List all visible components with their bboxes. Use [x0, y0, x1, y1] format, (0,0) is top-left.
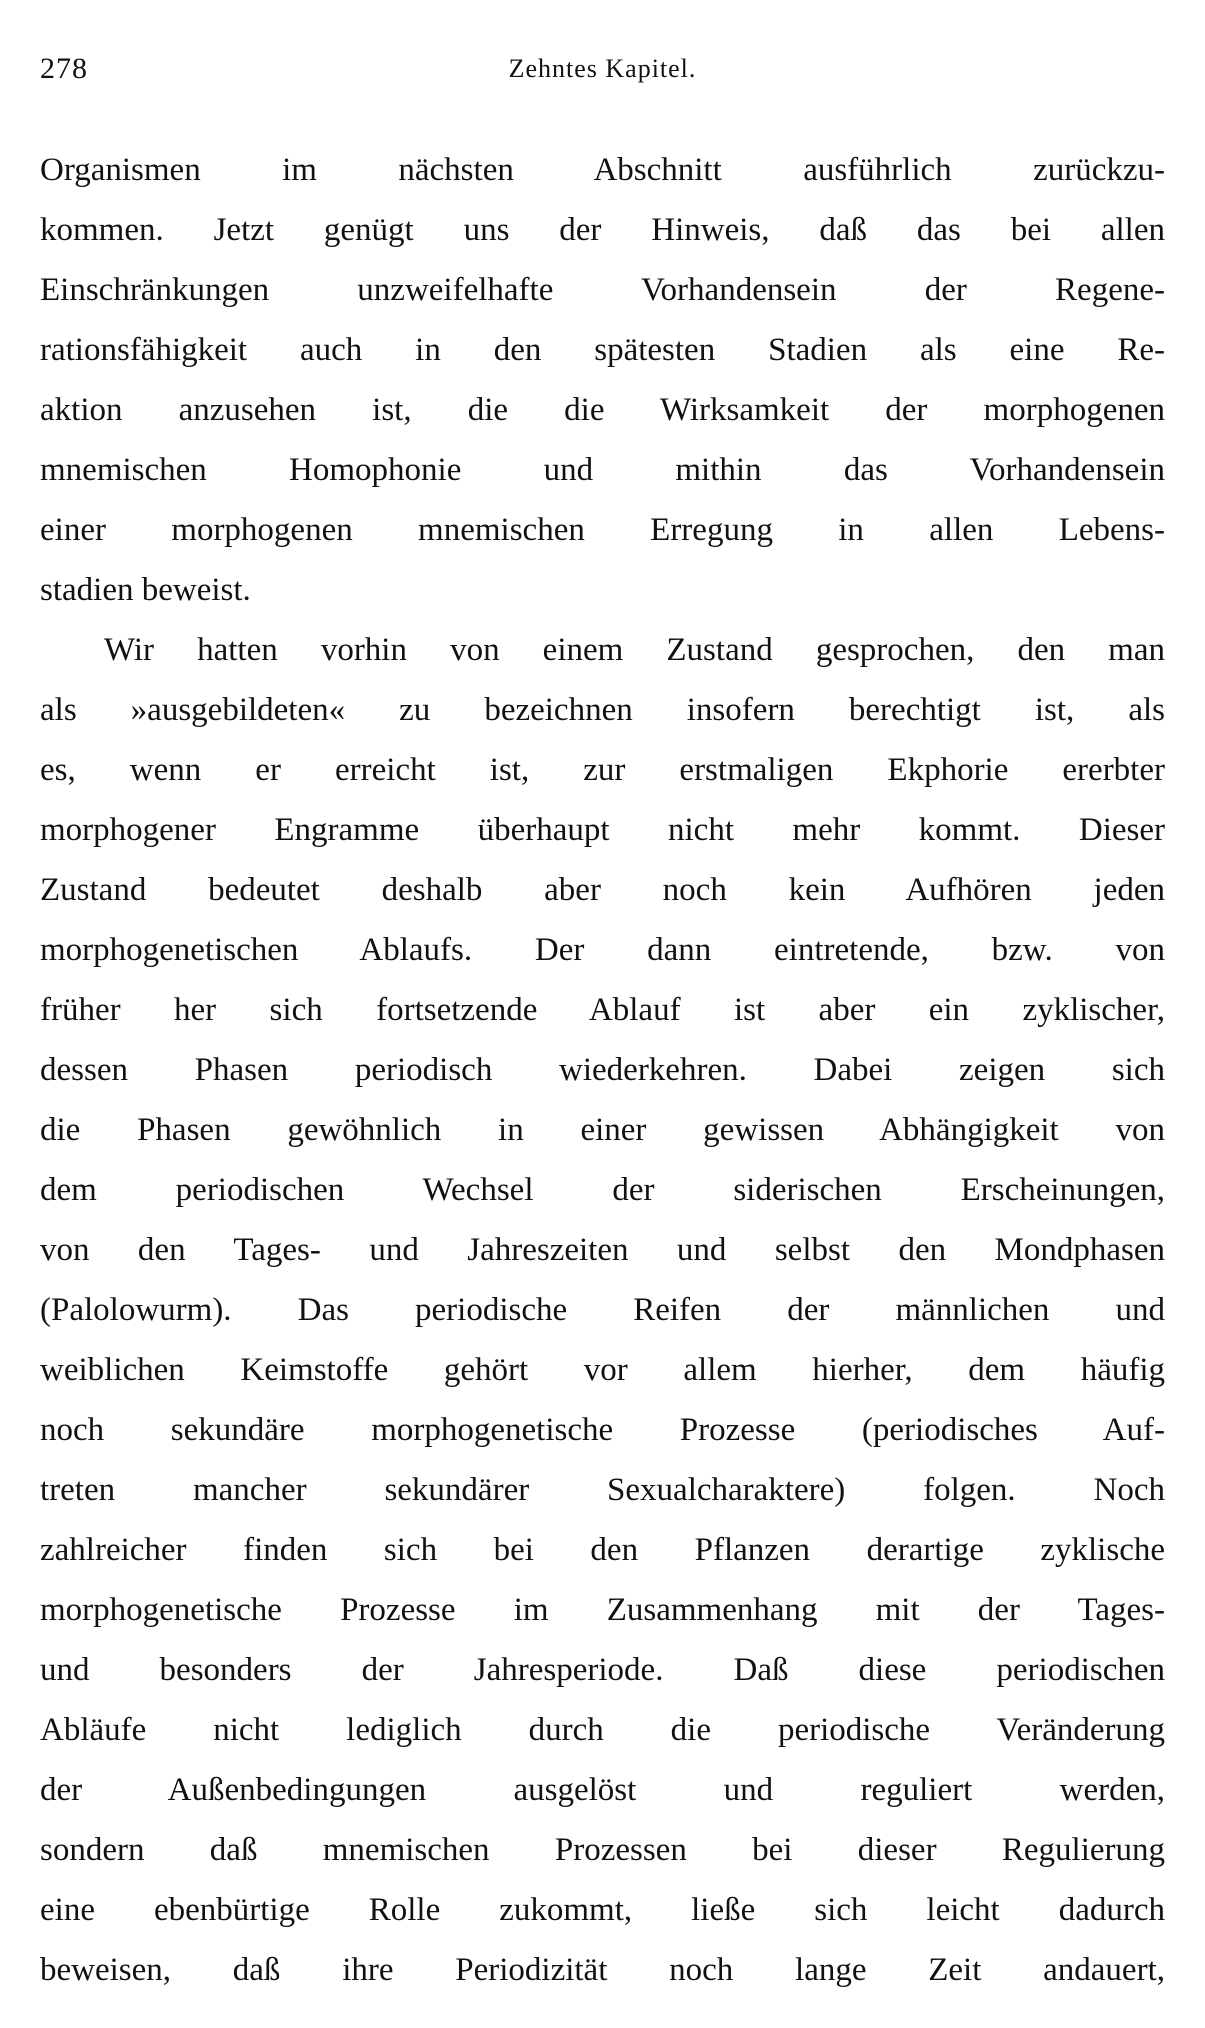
text-line: Abläufe nicht lediglich durch die periodische Veränderung [40, 1712, 1165, 1748]
page-header [40, 52, 1165, 96]
running-head: Zehntes Kapitel. [508, 54, 697, 83]
paragraph-end-line: stadien beweist. [40, 572, 251, 608]
text-line: noch sekundäre morphogenetische Prozesse (periodisches Auf- [40, 1412, 1165, 1448]
text-line: früher her sich fortsetzende Ablauf ist aber ein zyklischer, [40, 992, 1165, 1028]
text-line: morphogenetischen Ablaufs. Der dann eintretende, bzw. von [40, 932, 1165, 968]
text-line: dessen Phasen periodisch wiederkehren. Dabei zeigen sich [40, 1052, 1165, 1088]
text-line: der Außenbedingungen ausgelöst und reguliert werden, [40, 1772, 1165, 1808]
text-line: dem periodischen Wechsel der siderischen Erscheinungen, [40, 1172, 1165, 1208]
text-line: eine ebenbürtige Rolle zukommt, ließe sich leicht dadurch [40, 1892, 1165, 1928]
text-line: Zustand bedeutet deshalb aber noch kein Aufhören jeden [40, 872, 1165, 908]
text-line: die Phasen gewöhnlich in einer gewissen Abhängigkeit von [40, 1112, 1165, 1148]
text-line: beweisen, daß ihre Periodizität noch lange Zeit andauert, [40, 1952, 1165, 1988]
text-line: und besonders der Jahresperiode. Daß diese periodischen [40, 1652, 1165, 1688]
text-line: kommen. Jetzt genügt uns der Hinweis, daß das bei allen [40, 212, 1165, 248]
text-line: treten mancher sekundärer Sexualcharaktere) folgen. Noch [40, 1472, 1165, 1508]
text-line: mnemischen Homophonie und mithin das Vorhandensein [40, 452, 1165, 488]
text-line: sondern daß mnemischen Prozessen bei dieser Regulierung [40, 1832, 1165, 1868]
text-line: weiblichen Keimstoffe gehört vor allem hierher, dem häufig [40, 1352, 1165, 1388]
text-line: es, wenn er erreicht ist, zur erstmaligen Ekphorie ererbter [40, 752, 1165, 788]
body-text [40, 140, 1165, 2000]
text-line: als »ausgebildeten« zu bezeichnen insofern berechtigt ist, als [40, 692, 1165, 728]
text-line: morphogener Engramme überhaupt nicht mehr kommt. Dieser [40, 812, 1165, 848]
page-number: 278 [40, 52, 88, 85]
paragraph-start-line: Wir hatten vorhin von einem Zustand gesprochen, den man [104, 632, 1165, 668]
text-line: von den Tages- und Jahreszeiten und selbst den Mondphasen [40, 1232, 1165, 1268]
text-line: Einschränkungen unzweifelhafte Vorhandensein der Regene- [40, 272, 1165, 308]
text-line: morphogenetische Prozesse im Zusammenhang mit der Tages- [40, 1592, 1165, 1628]
text-line: rationsfähigkeit auch in den spätesten Stadien als eine Re- [40, 332, 1165, 368]
text-line: zahlreicher finden sich bei den Pflanzen derartige zyklische [40, 1532, 1165, 1568]
text-line: (Palolowurm). Das periodische Reifen der männlichen und [40, 1292, 1165, 1328]
text-line: einer morphogenen mnemischen Erregung in allen Lebens- [40, 512, 1165, 548]
text-line: Organismen im nächsten Abschnitt ausführlich zurückzu- [40, 152, 1165, 188]
text-line: aktion anzusehen ist, die die Wirksamkeit der morphogenen [40, 392, 1165, 428]
